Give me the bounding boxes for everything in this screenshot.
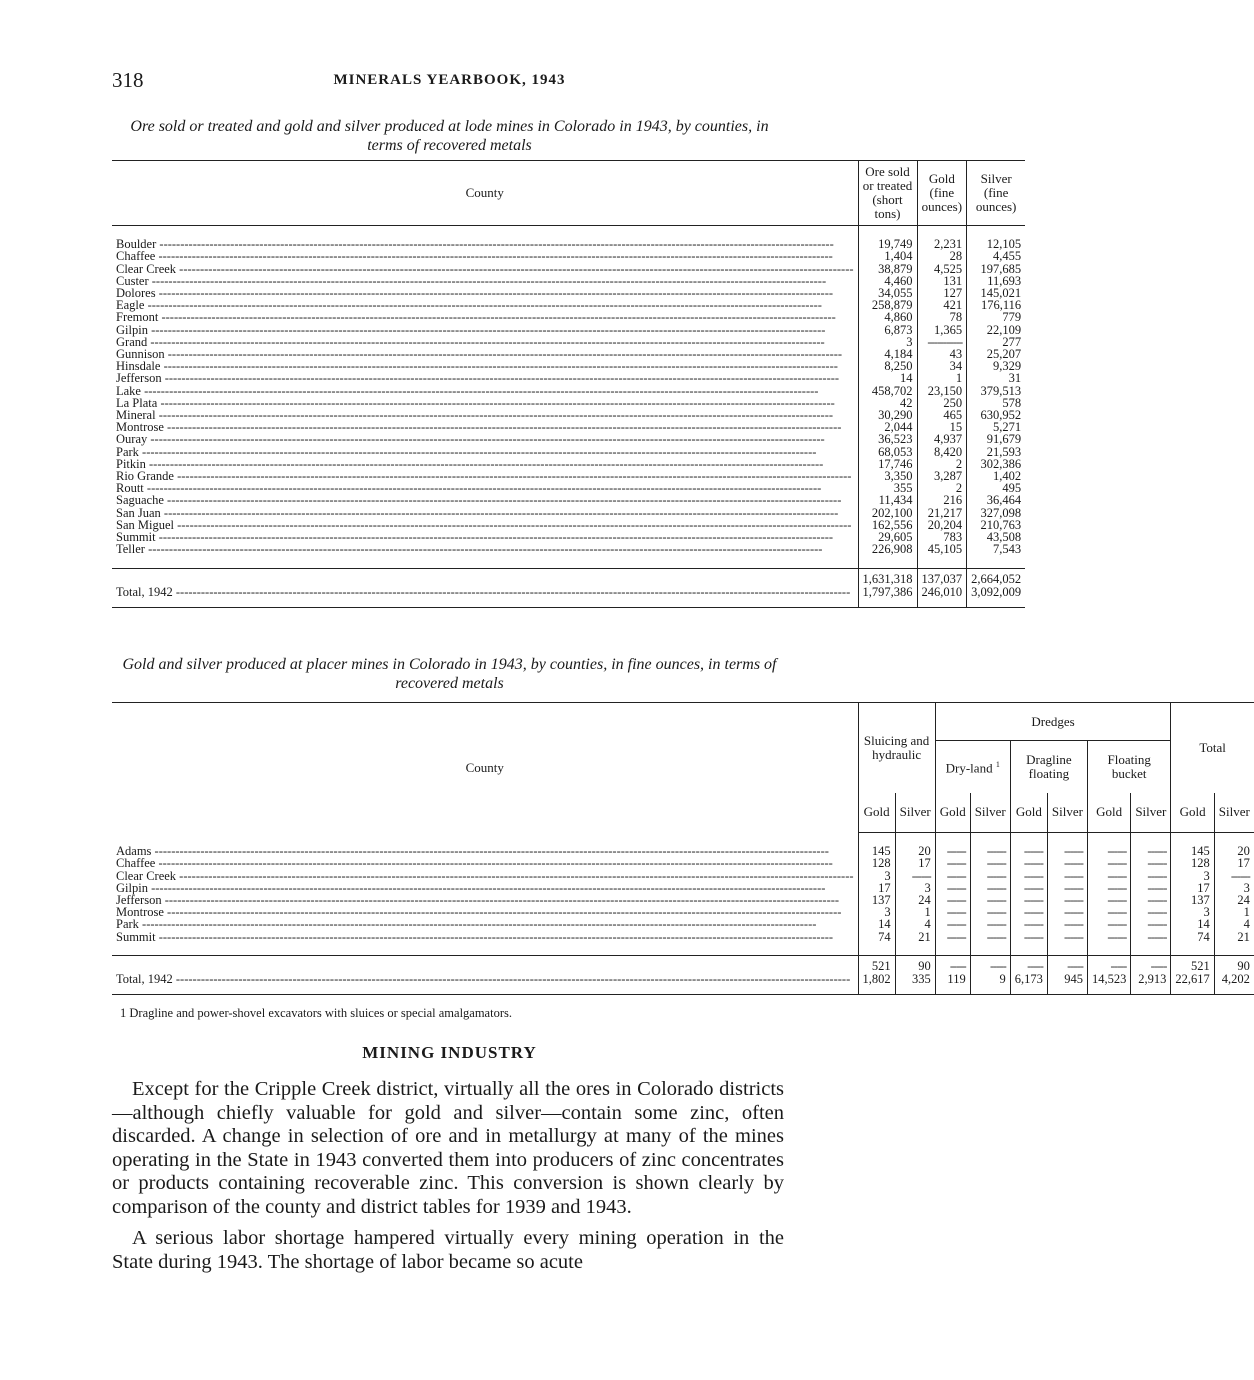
cell-value: ------ [970, 918, 1010, 930]
cell-value: 3,287 [917, 470, 967, 482]
cell-value: 3,350 [858, 470, 917, 482]
cell-value: 162,556 [858, 519, 917, 531]
table1-total-row [112, 568, 1025, 607]
cell-value: ------ [1047, 857, 1087, 869]
lode-mines-table [112, 160, 1025, 608]
footnote-marker: 1 [995, 760, 1000, 770]
cell-value: 630,952 [967, 409, 1026, 421]
cell-value: ------ [1131, 931, 1171, 943]
cell-value: 22,109 [967, 324, 1026, 336]
county-name: Park ----- [112, 918, 858, 930]
cell-value: 25,207 [967, 348, 1026, 360]
cell-value: 17 [1171, 882, 1214, 894]
t2-total-val: 90 [918, 959, 931, 973]
county-name: Dolores ----- [112, 287, 858, 299]
cell-value: 12,105 [967, 238, 1026, 250]
cell-value: 1,404 [858, 250, 917, 262]
cell-value: ------ [970, 845, 1010, 857]
cell-value: ----------- [917, 336, 967, 348]
cell-value: ------ [970, 931, 1010, 943]
cell-value: ------ [1047, 931, 1087, 943]
cell-value: ------ [935, 882, 970, 894]
cell-value: 36,464 [967, 494, 1026, 506]
table-row [112, 433, 1025, 445]
cell-value: 3 [1214, 882, 1254, 894]
cell-value: 15 [917, 421, 967, 433]
cell-value: ------ [1131, 918, 1171, 930]
cell-value: 24 [895, 894, 935, 906]
county-name: Teller ----- [112, 543, 858, 555]
county-name: Hinsdale ----- [112, 360, 858, 372]
t2-total-val: 90 [1237, 959, 1250, 973]
cell-value: 9,329 [967, 360, 1026, 372]
cell-value: 145,021 [967, 287, 1026, 299]
cell-value: 7,543 [967, 543, 1026, 555]
col-silver: Silver (fine ounces) [967, 161, 1026, 226]
table1-caption: Ore sold or treated and gold and silver produced at lode mines in Colorado in 1943, by counties, in terms of recovered metals [130, 118, 769, 154]
cell-value: 19,749 [858, 238, 917, 250]
cell-value: 31 [967, 372, 1026, 384]
t2-col-dredges: Dredges [935, 703, 1171, 741]
cell-value: 216 [917, 494, 967, 506]
county-name: Montrose ----- [112, 906, 858, 918]
county-name: Rio Grande ----- [112, 470, 858, 482]
t2-total-val: 521 [1191, 959, 1210, 973]
cell-value: ------ [935, 870, 970, 882]
cell-value: 210,763 [967, 519, 1026, 531]
cell-value: 34 [917, 360, 967, 372]
t2-total-1942-val: 22,617 [1175, 972, 1210, 986]
cell-value: 176,116 [967, 299, 1026, 311]
t2-col-county: County [112, 703, 858, 833]
cell-value: 3 [1171, 906, 1214, 918]
table-row [112, 857, 1254, 869]
t2-total-1942-val: 2,913 [1138, 972, 1167, 986]
cell-value: 4,455 [967, 250, 1026, 262]
cell-value: ------ [1087, 845, 1130, 857]
county-name: Jefferson ----- [112, 894, 858, 906]
cell-value: 197,685 [967, 263, 1026, 275]
cell-value: 145 [1171, 845, 1214, 857]
cell-value: 4,937 [917, 433, 967, 445]
cell-value: 29,605 [858, 531, 917, 543]
cell-value: 226,908 [858, 543, 917, 555]
t2-col-dryland: Dry-land $^1$ [935, 741, 1010, 793]
cell-value: 4,860 [858, 311, 917, 323]
table2-total-row: Total, 1942 ----- 521 1,802 90 335 ----- 119 ----- 9 ----- 6,173 ----- 945 ----- 14,523 ----- 2,913 521 22,617 90 4,202 [112, 956, 1254, 995]
cell-value: ------ [1131, 870, 1171, 882]
table-row [112, 263, 1025, 275]
cell-value: ------ [935, 931, 970, 943]
cell-value: ------ [1131, 882, 1171, 894]
cell-value: 21,593 [967, 446, 1026, 458]
cell-value: 355 [858, 482, 917, 494]
cell-value: ------ [1087, 870, 1130, 882]
total-ore: 1,631,318 [862, 571, 913, 586]
t2-total-1942-val: 4,202 [1221, 972, 1250, 986]
t2-total-1942-val: 119 [947, 972, 966, 986]
t2-total-1942-val: 9 [999, 972, 1006, 986]
county-name: Boulder ----- [112, 238, 858, 250]
table2-body [112, 833, 1254, 956]
t2-total-1942-val: 1,802 [862, 972, 891, 986]
table-row [112, 385, 1025, 397]
cell-value: ------ [970, 857, 1010, 869]
cell-value: ------ [1087, 931, 1130, 943]
cell-value: 21 [1214, 931, 1254, 943]
county-name: Fremont ----- [112, 311, 858, 323]
t2-sub-silver: Silver [1047, 793, 1087, 833]
cell-value: ------ [1131, 845, 1171, 857]
t2-total-1942-val: 945 [1064, 972, 1083, 986]
cell-value: 21 [895, 931, 935, 943]
cell-value: ------ [935, 918, 970, 930]
cell-value: 3 [858, 906, 895, 918]
county-name: Gunnison ----- [112, 348, 858, 360]
cell-value: 5,271 [967, 421, 1026, 433]
t2-sub-gold: Gold [1010, 793, 1047, 833]
county-name: La Plata ----- [112, 397, 858, 409]
county-name: Ouray ----- [112, 433, 858, 445]
total-ore-1942: 1,797,386 [862, 584, 913, 599]
cell-value: ------ [1087, 857, 1130, 869]
t2-sub-silver: Silver [895, 793, 935, 833]
cell-value: 458,702 [858, 385, 917, 397]
cell-value: 1 [917, 372, 967, 384]
cell-value: 17 [1214, 857, 1254, 869]
total-gold: 137,037 [921, 571, 963, 586]
cell-value: 14 [1171, 918, 1214, 930]
county-name: Custer ----- [112, 275, 858, 287]
cell-value: 6,873 [858, 324, 917, 336]
cell-value: ------ [1047, 918, 1087, 930]
county-name: Montrose ----- [112, 421, 858, 433]
cell-value: 91,679 [967, 433, 1026, 445]
cell-value: 17,746 [858, 458, 917, 470]
t2-sub-gold: Gold [935, 793, 970, 833]
page-header [112, 68, 787, 94]
cell-value: ------ [1087, 906, 1130, 918]
cell-value: 379,513 [967, 385, 1026, 397]
cell-value: 21,217 [917, 507, 967, 519]
cell-value: ------ [1010, 882, 1047, 894]
t2-sub-gold: Gold [858, 793, 895, 833]
cell-value: 78 [917, 311, 967, 323]
cell-value: ------ [1131, 894, 1171, 906]
table1-header-row [112, 161, 1025, 226]
cell-value: 277 [967, 336, 1026, 348]
cell-value: 17 [895, 857, 935, 869]
col-county: County [112, 161, 858, 226]
cell-value: 8,420 [917, 446, 967, 458]
cell-value: ------ [1087, 918, 1130, 930]
t2-sub-gold: Gold [1087, 793, 1130, 833]
county-name: Clear Creek ----- [112, 870, 858, 882]
cell-value: 11,434 [858, 494, 917, 506]
cell-value: 20 [1214, 845, 1254, 857]
county-name: San Miguel ----- [112, 519, 858, 531]
cell-value: 202,100 [858, 507, 917, 519]
cell-value: ------ [1010, 918, 1047, 930]
cell-value: ------ [935, 845, 970, 857]
cell-value: 258,879 [858, 299, 917, 311]
cell-value: ------ [1131, 906, 1171, 918]
cell-value: 3 [1171, 870, 1214, 882]
county-name: Saguache ----- [112, 494, 858, 506]
cell-value: 43 [917, 348, 967, 360]
cell-value: ------ [1047, 906, 1087, 918]
cell-value: 34,055 [858, 287, 917, 299]
cell-value: 3 [895, 882, 935, 894]
page-number: 318 [112, 68, 144, 92]
t2-total-1942-val: 335 [911, 972, 931, 986]
placer-mines-table [112, 702, 1254, 995]
county-name: Jefferson ----- [112, 372, 858, 384]
col-gold: Gold (fine ounces) [917, 161, 967, 226]
table2-caption: Gold and silver produced at placer mines in Colorado in 1943, by counties, in fine ounces, in terms of recovered metals [122, 656, 777, 692]
cell-value: 4 [895, 918, 935, 930]
cell-value: ------ [1047, 870, 1087, 882]
t2-col-floating: Floating bucket [1087, 741, 1170, 793]
total-silver-1942: 3,092,009 [971, 584, 1022, 599]
paragraph: A serious labor shortage hampered virtually every mining operation in the State during 1943. The shortage of labor became so acute [112, 1227, 784, 1273]
cell-value: ------ [1010, 857, 1047, 869]
cell-value: 45,105 [917, 543, 967, 555]
cell-value: 250 [917, 397, 967, 409]
cell-value: 145 [858, 845, 895, 857]
cell-value: ------ [935, 857, 970, 869]
cell-value: 495 [967, 482, 1026, 494]
county-name: Park ----- [112, 446, 858, 458]
cell-value: 127 [917, 287, 967, 299]
cell-value: 68,053 [858, 446, 917, 458]
t2-sub-gold: Gold [1171, 793, 1214, 833]
cell-value: 421 [917, 299, 967, 311]
cell-value: ------ [970, 906, 1010, 918]
t2-total-1942-val: 6,173 [1014, 972, 1043, 986]
table-row [112, 918, 1254, 930]
table-row [112, 494, 1025, 506]
cell-value: 24 [1214, 894, 1254, 906]
cell-value: 2 [917, 482, 967, 494]
cell-value: 3 [858, 336, 917, 348]
table-row [112, 870, 1254, 882]
table-row [112, 372, 1025, 384]
table-row [112, 931, 1254, 943]
total-label: Total, 1942 ----- [112, 568, 858, 607]
cell-value: 137 [1171, 894, 1214, 906]
cell-value: 327,098 [967, 507, 1026, 519]
cell-value: 74 [858, 931, 895, 943]
cell-value: 43,508 [967, 531, 1026, 543]
col-ore: Ore sold or treated (short tons) [858, 161, 917, 226]
cell-value: 578 [967, 397, 1026, 409]
county-name: Gilpin ----- [112, 882, 858, 894]
county-name: Gilpin ----- [112, 324, 858, 336]
cell-value: 1,365 [917, 324, 967, 336]
cell-value: 23,150 [917, 385, 967, 397]
t2-total-label: Total, 1942 ----- [112, 956, 858, 995]
cell-value: 131 [917, 275, 967, 287]
cell-value: ------ [1010, 894, 1047, 906]
cell-value: ------ [1047, 894, 1087, 906]
county-name: Eagle ----- [112, 299, 858, 311]
cell-value: 2,044 [858, 421, 917, 433]
cell-value: ------ [935, 906, 970, 918]
cell-value: ------ [935, 894, 970, 906]
cell-value: 128 [1171, 857, 1214, 869]
county-name: Adams ----- [112, 845, 858, 857]
t2-col-total: Total [1171, 703, 1254, 793]
cell-value: 28 [917, 250, 967, 262]
table-row [112, 250, 1025, 262]
cell-value: ------ [970, 882, 1010, 894]
cell-value: ------ [895, 870, 935, 882]
cell-value: 20 [895, 845, 935, 857]
t2-total-1942-val: 14,523 [1091, 972, 1127, 986]
cell-value: 20,204 [917, 519, 967, 531]
t2-total-val: 521 [871, 959, 891, 973]
cell-value: 14 [858, 372, 917, 384]
table-row [112, 446, 1025, 458]
t2-sub-silver: Silver [970, 793, 1010, 833]
cell-value: ------ [1010, 845, 1047, 857]
county-name: Mineral ----- [112, 409, 858, 421]
cell-value: 465 [917, 409, 967, 421]
cell-value: ------ [1087, 894, 1130, 906]
cell-value: 2,231 [917, 238, 967, 250]
cell-value: ------ [970, 870, 1010, 882]
t2-col-dragline: Dragline floating [1010, 741, 1087, 793]
cell-value: 4 [1214, 918, 1254, 930]
table-row [112, 543, 1025, 555]
cell-value: 128 [858, 857, 895, 869]
total-gold-1942: 246,010 [921, 584, 963, 599]
cell-value: ------ [1010, 931, 1047, 943]
table-row [112, 324, 1025, 336]
table-row [112, 311, 1025, 323]
cell-value: 4,460 [858, 275, 917, 287]
county-name: Summit ----- [112, 931, 858, 943]
county-name: Chaffee ----- [112, 857, 858, 869]
cell-value: 302,386 [967, 458, 1026, 470]
cell-value: ------ [1047, 845, 1087, 857]
footnote: 1 Dragline and power-shovel excavators with sluices or special amalgamators. [120, 1006, 512, 1020]
cell-value: ------ [1010, 870, 1047, 882]
paragraph: Except for the Cripple Creek district, virtually all the ores in Colorado districts—although chiefly valuable for gold and silver—contain some zinc, often discarded. A change in selection of ore and in metallurgy at many of the mines operating in the State in 1943 converted them into producers of zinc concentrates or products containing recoverable zinc. This conversion is shown clearly by comparison of the county and district tables for 1939 and 1943. [112, 1078, 784, 1218]
cell-value: 17 [858, 882, 895, 894]
cell-value: 783 [917, 531, 967, 543]
cell-value: 38,879 [858, 263, 917, 275]
table1-body [112, 226, 1025, 569]
total-silver: 2,664,052 [971, 571, 1022, 586]
cell-value: 74 [1171, 931, 1214, 943]
county-name: Chaffee ----- [112, 250, 858, 262]
t2-sub-silver: Silver [1214, 793, 1254, 833]
section-title: MINING INDUSTRY [362, 1043, 537, 1062]
cell-value: ------ [1047, 882, 1087, 894]
county-name: Grand ----- [112, 336, 858, 348]
county-name: Routt ----- [112, 482, 858, 494]
cell-value: 137 [858, 894, 895, 906]
cell-value: ------ [970, 894, 1010, 906]
county-name: San Juan ----- [112, 507, 858, 519]
cell-value: 4,184 [858, 348, 917, 360]
cell-value: ------ [1087, 882, 1130, 894]
cell-value: 36,523 [858, 433, 917, 445]
cell-value: 779 [967, 311, 1026, 323]
cell-value: 4,525 [917, 263, 967, 275]
t2-col-sluicing: Sluicing and hydraulic [858, 703, 935, 793]
cell-value: 1 [1214, 906, 1254, 918]
county-name: Pitkin ----- [112, 458, 858, 470]
running-title: MINERALS YEARBOOK, 1943 [333, 72, 566, 88]
county-name: Lake ----- [112, 385, 858, 397]
cell-value: 42 [858, 397, 917, 409]
cell-value: 14 [858, 918, 895, 930]
cell-value: ------ [1214, 870, 1254, 882]
cell-value: 11,693 [967, 275, 1026, 287]
cell-value: 2 [917, 458, 967, 470]
cell-value: ------ [1010, 906, 1047, 918]
cell-value: ------ [1131, 857, 1171, 869]
county-name: Summit ----- [112, 531, 858, 543]
cell-value: 1 [895, 906, 935, 918]
cell-value: 30,290 [858, 409, 917, 421]
cell-value: 8,250 [858, 360, 917, 372]
county-name: Clear Creek ----- [112, 263, 858, 275]
cell-value: 1,402 [967, 470, 1026, 482]
t2-sub-silver: Silver [1131, 793, 1171, 833]
cell-value: 3 [858, 870, 895, 882]
